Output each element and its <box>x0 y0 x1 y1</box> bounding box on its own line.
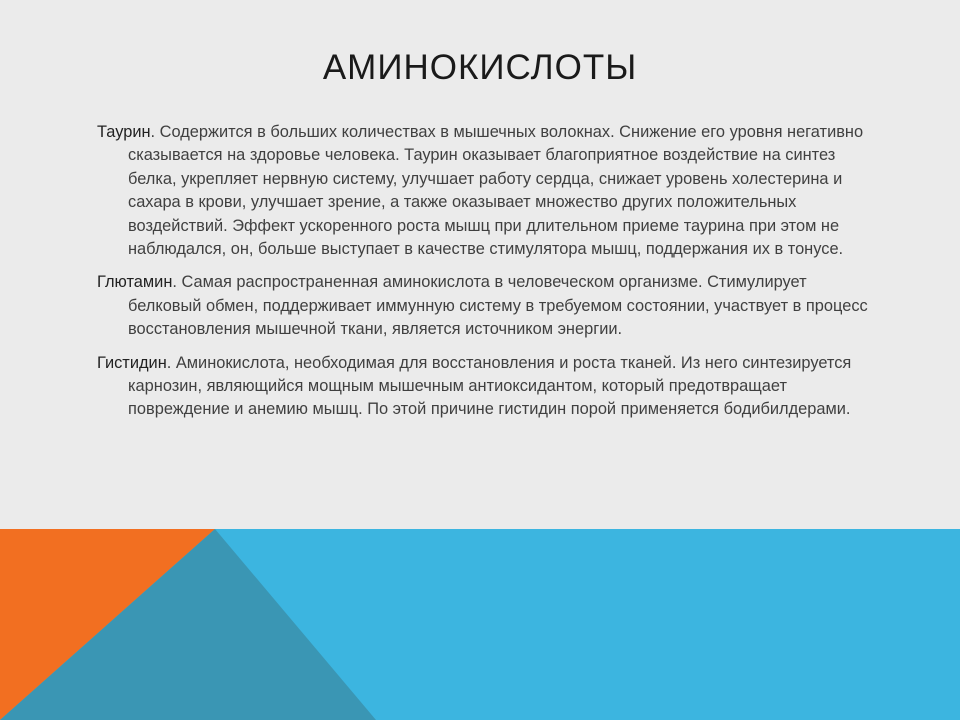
decorative-shapes <box>0 529 960 720</box>
slide-title: АМИНОКИСЛОТЫ <box>322 48 638 87</box>
slide-content <box>97 121 877 432</box>
description-histidine: . Аминокислота, необходимая для восстановления и роста тканей. Из него синтезируется карнозин, являющийся мощным мышечным антиоксидантом, который предотвращает повреждение и анемию мышц. По этой причине гистидин порой применяется бодибилдерами. <box>128 353 852 419</box>
description-glutamine: . Самая распространенная аминокислота в человеческом организме. Стимулирует белковый обмен, поддерживает иммунную систему в требуемом состоянии, участвует в процесс восстановления мышечной ткани, является источником энергии. <box>128 273 868 339</box>
paragraph-histidine <box>97 352 877 422</box>
description-taurine: . Содержится в больших количествах в мышечных волокнах. Снижение его уровня негативно сказывается на здоровье человека. Таурин оказывает благоприятное воздействие на синтез белка, укрепляет нервную систему, улучшает работу сердца, снижает уровень холестерина и сахара в крови, улучшает зрение, а также оказывает множество других положительных воздействий. Эффект ускоренного роста мышц при длительном приеме таурина при этом не наблюдался, он, больше выступает в качестве стимулятора мышц, поддержания их в тонусе. <box>128 123 864 259</box>
term-glutamine: Глютамин <box>97 273 173 292</box>
paragraph-taurine <box>97 121 877 261</box>
term-histidine: Гистидин <box>97 353 167 372</box>
term-taurine: Таурин <box>97 123 151 141</box>
paragraph-glutamine <box>97 271 877 341</box>
